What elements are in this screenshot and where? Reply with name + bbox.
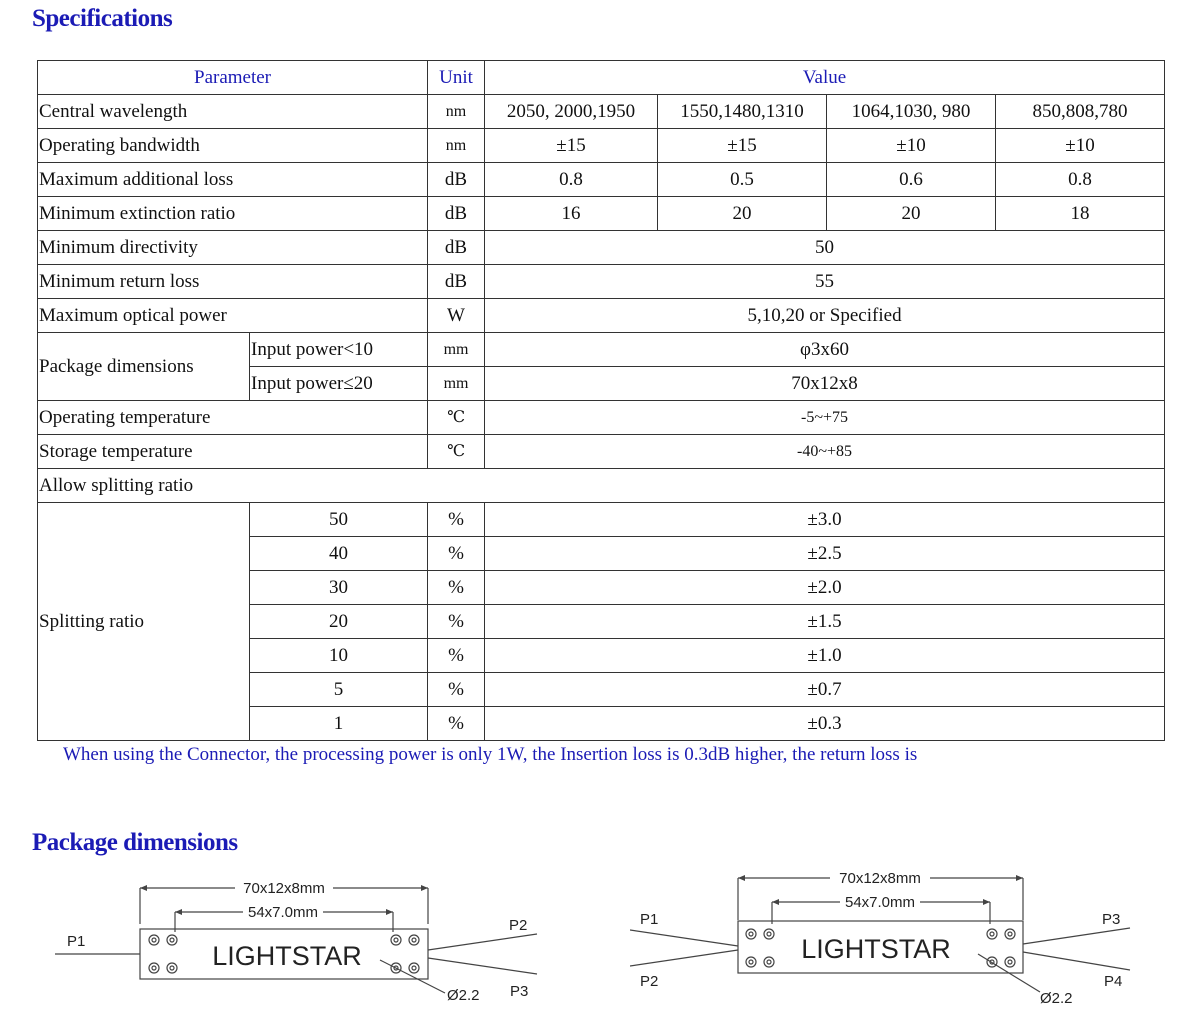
unit-cell: % [428,571,485,605]
value-cell: ±0.3 [485,707,1165,741]
outer-dimension-label: 70x12x8mm [839,870,921,887]
package-diagram-1x2 [55,862,555,1012]
value-cell: ±1.5 [485,605,1165,639]
unit-header: Unit [428,61,485,95]
unit-cell: mm [428,333,485,367]
ratio-cell: 40 [250,537,428,571]
port-label-p2: P2 [509,917,528,934]
value-cell: 850,808,780 [996,95,1165,129]
unit-cell: dB [428,231,485,265]
header-row [38,61,1165,95]
ratio-cell: 50 [250,503,428,537]
param-label: Minimum extinction ratio [38,197,428,231]
unit-cell: % [428,605,485,639]
table-row [38,299,1165,333]
value-cell: ±15 [658,129,827,163]
param-label: Splitting ratio [38,503,250,741]
diameter-label: Ø2.2 [1040,990,1073,1007]
port-label-p2: P2 [640,973,659,990]
value-cell: 1550,1480,1310 [658,95,827,129]
value-cell: 55 [485,265,1165,299]
table-row [38,469,1165,503]
value-cell: ±2.0 [485,571,1165,605]
unit-cell: % [428,707,485,741]
value-cell: 0.8 [485,163,658,197]
diameter-label: Ø2.2 [447,987,480,1004]
value-cell: ±15 [485,129,658,163]
value-cell: 70x12x8 [485,367,1165,401]
table-row [38,129,1165,163]
inner-dimension-label: 54x7.0mm [844,894,916,911]
param-label: Operating bandwidth [38,129,428,163]
table-row [38,95,1165,129]
value-cell: ±1.0 [485,639,1165,673]
value-cell: 2050, 2000,1950 [485,95,658,129]
table-row [38,503,1165,537]
table-row [38,401,1165,435]
package-diagram-2x2 [630,862,1150,1012]
unit-cell: % [428,503,485,537]
specifications-table [37,60,1165,741]
ratio-cell: 10 [250,639,428,673]
unit-cell: W [428,299,485,333]
port-label-p1: P1 [640,911,659,928]
unit-cell: ℃ [428,401,485,435]
param-label: Storage temperature [38,435,428,469]
unit-cell: dB [428,163,485,197]
unit-cell: dB [428,197,485,231]
port-label-p4: P4 [1104,973,1123,990]
port-label-p1: P1 [67,933,86,950]
value-cell: 1064,1030, 980 [827,95,996,129]
port-label-p3: P3 [510,983,529,1000]
specifications-heading: Specifications [32,5,173,32]
param-label: Minimum directivity [38,231,428,265]
value-cell: 0.6 [827,163,996,197]
unit-cell: % [428,673,485,707]
table-row [38,333,1165,367]
ratio-cell: 30 [250,571,428,605]
param-label: Allow splitting ratio [38,469,1165,503]
value-cell: -5~+75 [485,401,1165,435]
param-label: Minimum return loss [38,265,428,299]
value-cell: 5,10,20 or Specified [485,299,1165,333]
outer-dimension-label: 70x12x8mm [243,880,325,897]
unit-cell: ℃ [428,435,485,469]
param-label: Maximum optical power [38,299,428,333]
value-cell: 18 [996,197,1165,231]
unit-cell: mm [428,367,485,401]
ratio-cell: 5 [250,673,428,707]
value-cell: ±3.0 [485,503,1165,537]
table-row [38,435,1165,469]
brand-label: LIGHTSTAR [801,934,951,964]
table-row [38,197,1165,231]
connector-note: When using the Connector, the processing power is only 1W, the Insertion loss is 0.3dB higher, the return loss is [63,744,918,765]
value-header: Value [485,61,1165,95]
value-cell: ±10 [996,129,1165,163]
param-label: Package dimensions [38,333,250,401]
sub-param-label: Input power≤20 [250,367,428,401]
sub-param-label: Input power<10 [250,333,428,367]
value-cell: 20 [658,197,827,231]
unit-cell: nm [428,95,485,129]
unit-cell: % [428,639,485,673]
value-cell: ±2.5 [485,537,1165,571]
value-cell: -40~+85 [485,435,1165,469]
unit-cell: nm [428,129,485,163]
value-cell: 0.8 [996,163,1165,197]
ratio-cell: 1 [250,707,428,741]
inner-dimension-label: 54x7.0mm [247,904,319,921]
table-row [38,231,1165,265]
brand-label: LIGHTSTAR [212,941,362,971]
value-cell: ±10 [827,129,996,163]
ratio-cell: 20 [250,605,428,639]
unit-cell: % [428,537,485,571]
table-row [38,265,1165,299]
parameter-header: Parameter [38,61,428,95]
param-label: Operating temperature [38,401,428,435]
value-cell: φ3x60 [485,333,1165,367]
param-label: Central wavelength [38,95,428,129]
value-cell: 0.5 [658,163,827,197]
param-label: Maximum additional loss [38,163,428,197]
value-cell: ±0.7 [485,673,1165,707]
value-cell: 16 [485,197,658,231]
package-dimensions-heading: Package dimensions [32,829,238,856]
unit-cell: dB [428,265,485,299]
port-label-p3: P3 [1102,911,1121,928]
table-row [38,163,1165,197]
value-cell: 50 [485,231,1165,265]
value-cell: 20 [827,197,996,231]
